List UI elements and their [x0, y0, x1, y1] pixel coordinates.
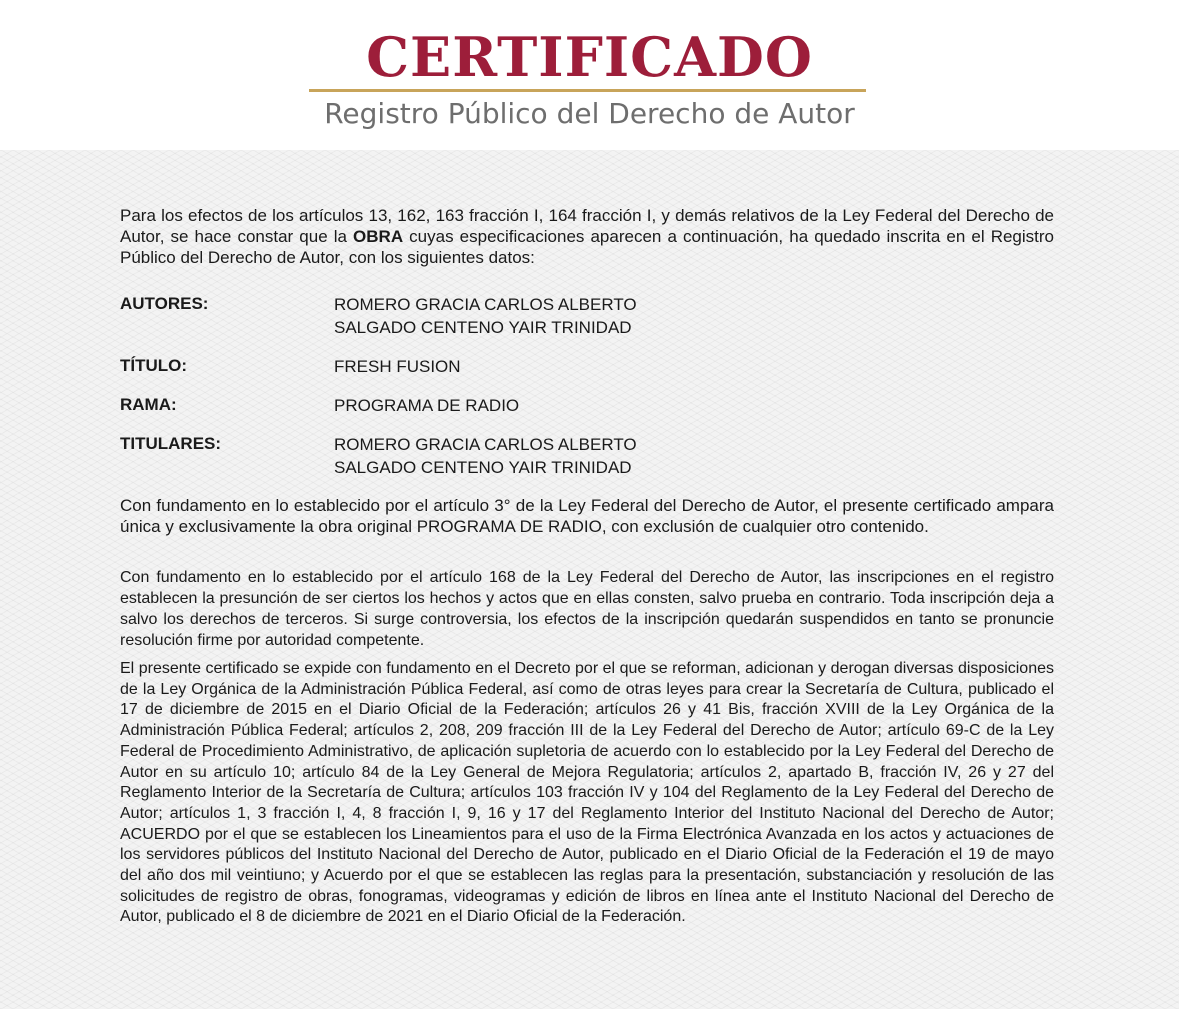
- field-value-autores: [334, 293, 637, 339]
- scope-paragraph: Con fundamento en lo establecido por el artículo 3° de la Ley Federal del Derecho de Autor, el presente certificado ampara única y exclusivamente la obra original PROGRAMA DE RADIO, con exclusión de cualquier otro contenido.: [120, 496, 1054, 536]
- presumption-paragraph: Con fundamento en lo establecido por el artículo 168 de la Ley Federal del Derecho de Autor, las inscripciones en el registro establecen la presunción de ser ciertos los hechos y actos que en ellas consten, salvo prueba en contrario. Toda inscripción deja a salvo los derechos de terceros. Si surge controversia, los efectos de la inscripción quedarán suspendidos en tanto se pronuncie resolución firme por autoridad competente.: [120, 569, 1054, 649]
- autor-2: SALGADO CENTENO YAIR TRINIDAD: [334, 318, 632, 337]
- intro-bold-word: OBRA: [353, 227, 404, 246]
- autor-1: ROMERO GRACIA CARLOS ALBERTO: [334, 295, 637, 314]
- certificate-body: [120, 205, 1054, 928]
- field-titulares: [120, 433, 1054, 479]
- field-label-autores: AUTORES:: [120, 294, 209, 313]
- legal-basis-paragraph: El presente certificado se expide con fundamento en el Decreto por el que se reforman, adicionan y derogan diversas disposiciones de la Ley Orgánica de la Administración Pública Federal, así como de otras leyes para crear la Secretaría de Cultura, publicado el 17 de diciembre de 2015 en el Diario Oficial de la Federación; artículos 26 y 41 Bis, fracción XVIII de la Ley Orgánica de la Administración Pública Federal; artículos 2, 208, 209 fracción III de la Ley Federal del Derecho de Autor; artículo 69-C de la Ley Federal de Procedimiento Administrativo, de aplicación supletoria de acuerdo con lo establecido por la Ley Federal del Derecho de Autor en su artículo 10; artículo 84 de la Ley General de Mejora Regulatoria; artículos 2, apartado B, fracción IV, 26 y 27 del Reglamento Interior de la Secretaría de Cultura; artículos 103 fracción IV y 104 del Reglamento de la Ley Federal del Derecho de Autor; artículos 1, 3 fracción I, 4, 8 fracción I, 9, 16 y 17 del Reglamento Interior del Instituto Nacional del Derecho de Autor; ACUERDO por el que se establecen los Lineamientos para el uso de la Firma Electrónica Avanzada en los actos y actuaciones de los servidores públicos del Instituto Nacional del Derecho de Autor, publicado en el Diario Oficial de la Federación el 19 de mayo del año dos mil veintiuno; y Acuerdo por el que se establecen las reglas para la presentación, substanciación y resolución de las solicitudes de registro de obras, fonogramas, videogramas y edición de libros en línea ante el Instituto Nacional del Derecho de Autor, publicado el 8 de diciembre de 2021 en el Diario Oficial de la Federación.: [120, 660, 1054, 926]
- field-value-titulo: [334, 355, 461, 378]
- certificate-header: [0, 0, 1179, 150]
- certificate-subtitle: Registro Público del Derecho de Autor: [324, 97, 855, 130]
- field-autores: [120, 293, 1054, 339]
- intro-text-start: Para los efectos de los artículos 13, 162, 163 fracción I, 164 fracción I, y demás relativos de la Ley Federal del Derecho de Autor, se hace constar que la: [120, 206, 1054, 246]
- field-value-titulares: [334, 433, 637, 479]
- field-label-titulo: TÍTULO:: [120, 356, 188, 375]
- titular-2: SALGADO CENTENO YAIR TRINIDAD: [334, 458, 632, 477]
- field-label-titulares: TITULARES:: [120, 434, 222, 453]
- rama-value: PROGRAMA DE RADIO: [334, 396, 520, 415]
- field-label-rama: RAMA:: [120, 395, 177, 414]
- field-titulo: [120, 355, 1054, 378]
- certificate-title: CERTIFICADO: [366, 25, 813, 89]
- field-value-rama: [334, 394, 519, 417]
- intro-text-end: cuyas especificaciones aparecen a continuación, ha quedado inscrita en el Registro Público del Derecho de Autor, con los siguientes datos:: [120, 227, 1054, 267]
- intro-paragraph: [120, 205, 1054, 268]
- gold-divider: [309, 89, 866, 92]
- titular-1: ROMERO GRACIA CARLOS ALBERTO: [334, 435, 637, 454]
- titulo-value: FRESH FUSION: [334, 357, 461, 376]
- field-rama: [120, 394, 1054, 417]
